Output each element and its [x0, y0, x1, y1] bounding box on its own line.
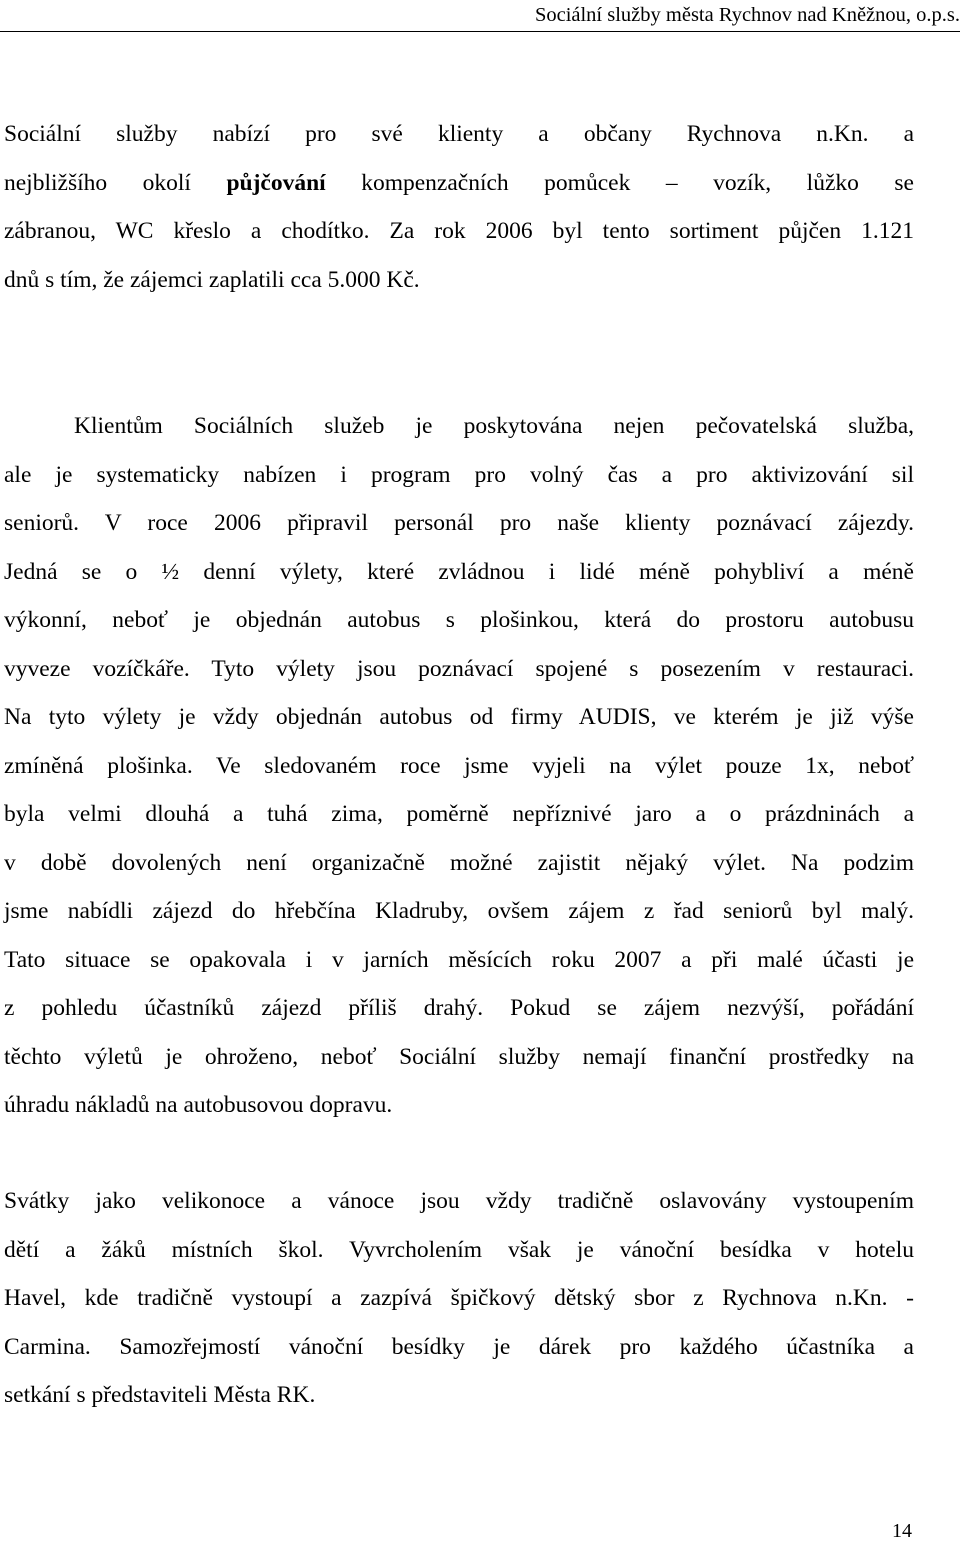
bold-term: půjčování: [226, 169, 326, 196]
text-line: Svátky jako velikonoce a vánoce jsou vždy tradičně oslavovány vystoupením: [4, 1188, 914, 1214]
text-line: výkonní, neboť je objednán autobus s plošinkou, která do prostoru autobusu: [4, 607, 914, 633]
text-line: Sociální služby nabízí pro své klienty a občany Rychnova n.Kn. a: [4, 121, 914, 147]
text-line: Tato situace se opakovala i v jarních měsících roku 2007 a při malé účasti je: [4, 946, 914, 973]
paragraph-holidays: [4, 1177, 914, 1420]
text-line: setkání s představiteli Města RK.: [4, 1382, 316, 1408]
text-line: Carmina. Samozřejmostí vánoční besídky je dárek pro každého účastníka a: [4, 1333, 914, 1360]
text-line: z pohledu účastníků zájezd příliš drahý. Pokud se zájem nezvýší, pořádání: [4, 995, 914, 1021]
text-line-with-bold: nejbližšího okolí půjčování kompenzačních pomůcek – vozík, lůžko se: [4, 169, 914, 196]
paragraph-lending: [4, 110, 914, 304]
text-line: dnů s tím, že zájemci zaplatili cca 5.000 Kč.: [4, 266, 420, 293]
header-rule: [0, 31, 960, 32]
text-line: Jedná se o ½ denní výlety, které zvládnou i lidé méně pohybliví a méně: [4, 558, 914, 585]
text-line: zmíněná plošinka. Ve sledovaném roce jsme vyjeli na výlet pouze 1x, neboť: [4, 752, 914, 779]
text-line: seniorů. V roce 2006 připravil personál pro naše klienty poznávací zájezdy.: [4, 510, 914, 536]
paragraph-trips: [4, 402, 914, 1130]
text-line: jsme nabídli zájezd do hřebčína Kladruby, ovšem zájem z řad seniorů byl malý.: [4, 898, 914, 924]
text-line: Na tyto výlety je vždy objednán autobus od firmy AUDIS, ve kterém je již výše: [4, 704, 914, 730]
running-header: Sociální služby města Rychnov nad Kněžnou, o.p.s.: [534, 4, 960, 26]
text-line: vyveze vozíčkáře. Tyto výlety jsou poznávací spojené s posezením v restauraci.: [4, 655, 914, 682]
text-line: byla velmi dlouhá a tuhá zima, poměrně nepříznivé jaro a o prázdninách a: [4, 801, 914, 827]
text-line: Klientům Sociálních služeb je poskytována nejen pečovatelská služba,: [74, 413, 914, 439]
text-line: zábranou, WC křeslo a chodítko. Za rok 2006 byl tento sortiment půjčen 1.121: [4, 218, 914, 244]
text-line: dětí a žáků místních škol. Vyvrcholením však je vánoční besídka v hotelu: [4, 1236, 914, 1263]
text-line: úhradu nákladů na autobusovou dopravu.: [4, 1092, 393, 1118]
page-number: 14: [892, 1520, 912, 1542]
text-line: těchto výletů je ohroženo, neboť Sociální služby nemají finanční prostředky na: [4, 1043, 914, 1070]
text-line: Havel, kde tradičně vystoupí a zazpívá špičkový dětský sbor z Rychnova n.Kn. -: [4, 1285, 914, 1311]
text-line: v době dovolených není organizačně možné zajistit nějaký výlet. Na podzim: [4, 849, 914, 876]
text-line: ale je systematicky nabízen i program pro volný čas a pro aktivizování sil: [4, 461, 914, 488]
